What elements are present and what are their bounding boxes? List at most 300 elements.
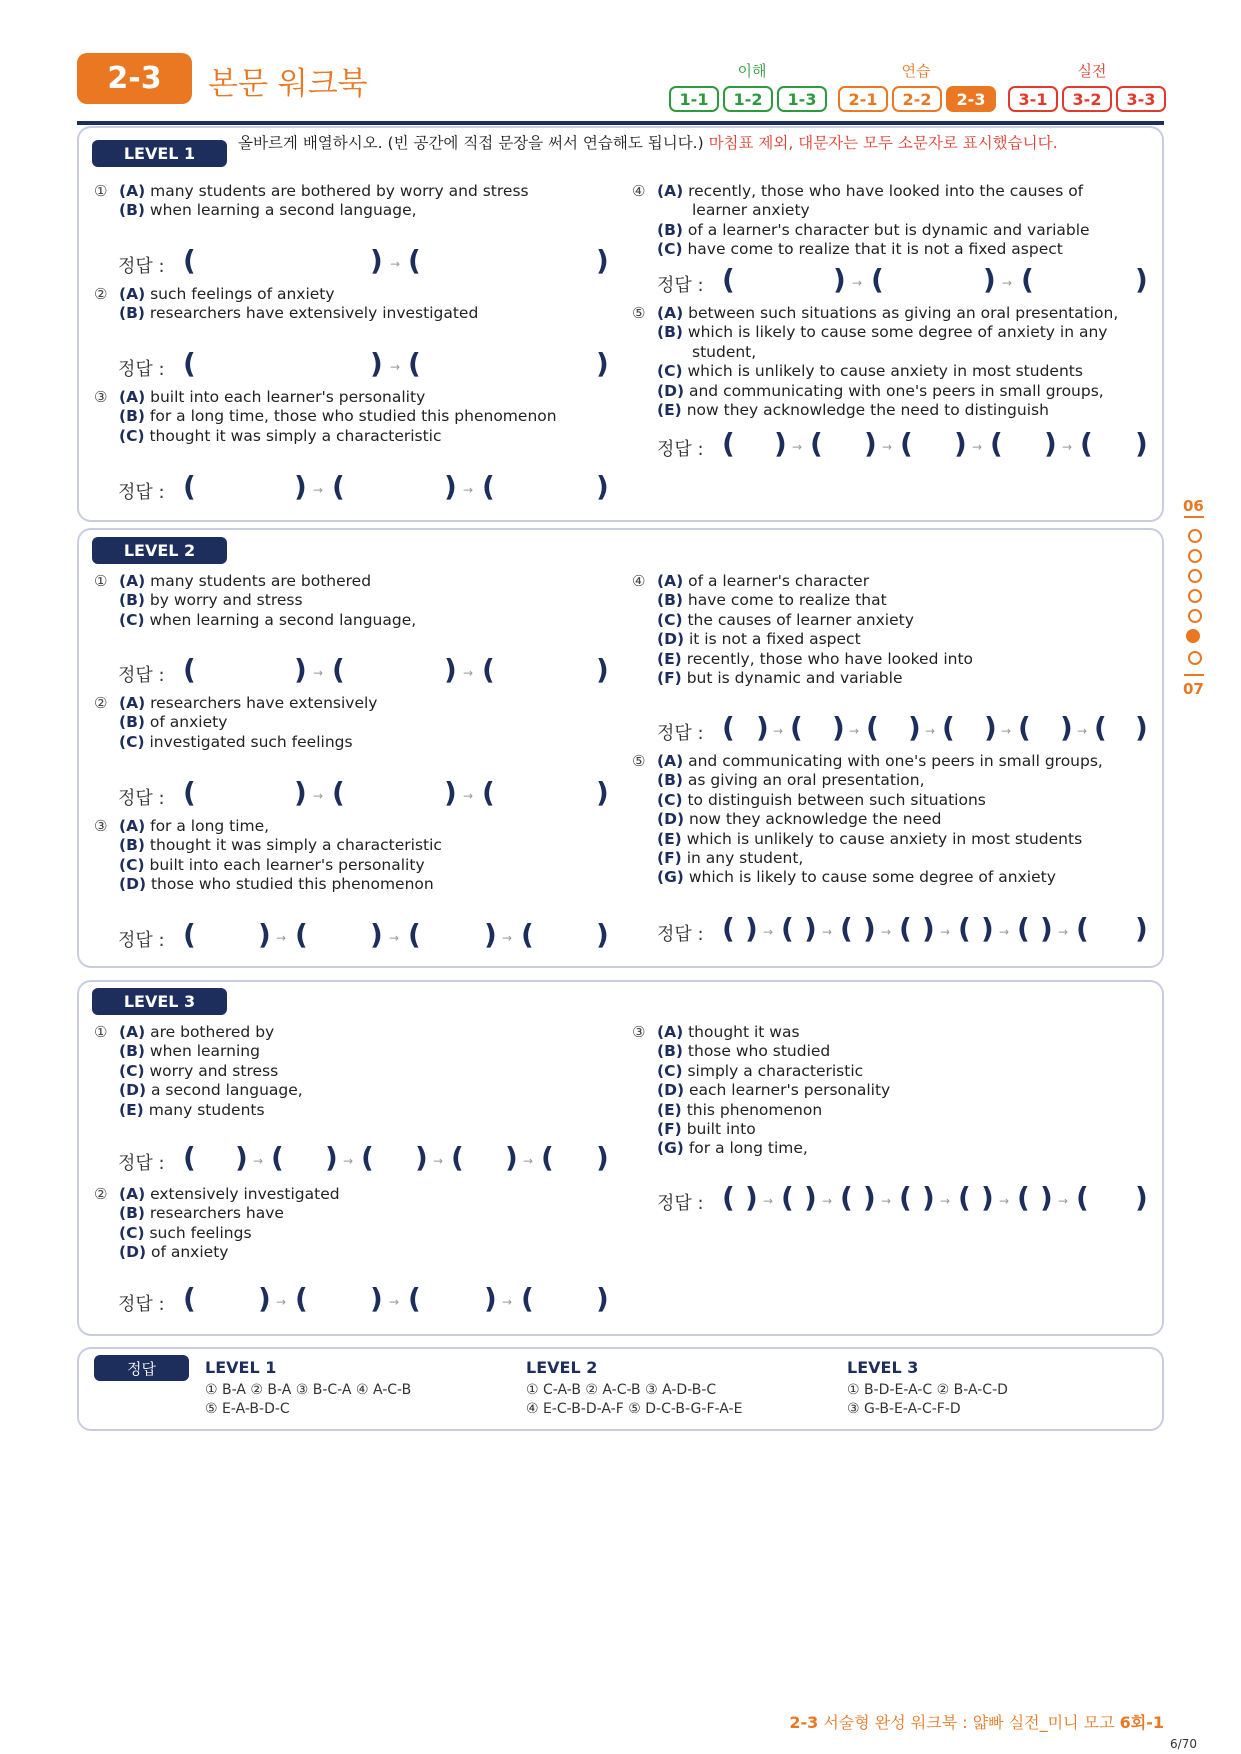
close-paren: ): [833, 263, 846, 296]
option-text: which is unlikely to cause anxiety in most students: [687, 362, 1083, 381]
arrow-icon: →: [881, 925, 892, 939]
option-letter: (C): [119, 426, 145, 445]
level2-label: LEVEL 2: [92, 537, 227, 564]
option-text: it is not a fixed aspect: [688, 630, 861, 649]
tab-3-1[interactable]: 3-1: [1008, 86, 1058, 112]
arrow-icon: →: [792, 440, 803, 454]
open-paren: (: [183, 653, 196, 686]
question-number: ⑤: [632, 304, 646, 322]
open-paren: (: [722, 1181, 735, 1214]
arrow-icon: →: [276, 931, 287, 945]
open-paren: (: [1021, 263, 1034, 296]
option-letter: (C): [119, 855, 145, 874]
answer-key-title: LEVEL 3: [847, 1358, 919, 1377]
answer-key-line: ① B-D-E-A-C ② B-A-C-D: [847, 1382, 1008, 1398]
option-text-cont: student,: [692, 342, 757, 361]
option-text: of anxiety: [150, 1243, 229, 1262]
option-letter: (A): [119, 1023, 146, 1041]
arrow-icon: →: [313, 483, 324, 497]
answer-row[interactable]: [657, 263, 1157, 301]
close-paren: ): [596, 470, 609, 503]
close-paren: ): [444, 776, 457, 809]
tab-1-2[interactable]: 1-2: [723, 86, 773, 112]
option-letter: (B): [119, 407, 145, 426]
close-paren: ): [981, 912, 994, 945]
option-text: have come to realize that: [687, 591, 887, 610]
close-paren: ): [294, 470, 307, 503]
open-paren: (: [332, 653, 345, 686]
arrow-icon: →: [313, 789, 324, 803]
option-letter: (A): [119, 817, 146, 835]
option-letter: (A): [119, 285, 146, 303]
option-letter: (A): [657, 304, 684, 322]
close-paren: ): [294, 653, 307, 686]
close-paren: ): [922, 912, 935, 945]
instruction: [238, 134, 1138, 152]
open-paren: (: [1076, 1181, 1089, 1214]
open-paren: (: [183, 244, 196, 277]
option-text: when learning a second language,: [149, 610, 417, 629]
option-text: thought it was simply a characteristic: [149, 836, 442, 855]
close-paren: ): [863, 912, 876, 945]
arrow-icon: →: [1002, 276, 1013, 290]
option-text: for a long time,: [150, 817, 270, 835]
answer-row[interactable]: [118, 244, 609, 282]
option-letter: (B): [657, 323, 683, 342]
close-paren: ): [954, 427, 967, 460]
side-page-top: 06: [1183, 497, 1204, 515]
open-paren: (: [541, 1141, 554, 1174]
open-paren: (: [521, 1282, 534, 1315]
tab-1-3[interactable]: 1-3: [777, 86, 827, 112]
open-paren: (: [722, 427, 735, 460]
close-paren: ): [596, 244, 609, 277]
tab-2-3[interactable]: 2-3: [946, 86, 996, 112]
category-real: 실전: [1077, 62, 1107, 80]
close-paren: ): [1044, 427, 1057, 460]
open-paren: (: [408, 244, 421, 277]
open-paren: (: [521, 918, 534, 951]
option-letter: (C): [657, 362, 683, 381]
option-letter: (A): [119, 694, 146, 712]
answer-row[interactable]: [118, 347, 609, 385]
answer-row[interactable]: [118, 653, 609, 691]
answer-key-line: ① B-A ② B-A ③ B-C-A ④ A-C-B: [205, 1382, 412, 1398]
close-paren: ): [258, 918, 271, 951]
open-paren: (: [1017, 1181, 1030, 1214]
option-letter: (F): [657, 1120, 682, 1139]
arrow-icon: →: [433, 1154, 444, 1168]
open-paren: (: [183, 1141, 196, 1174]
close-paren: ): [596, 776, 609, 809]
open-paren: (: [482, 776, 495, 809]
instruction-text: 올바르게 배열하시오. (빈 공간에 직접 문장을 써서 연습해도 됩니다.): [238, 134, 709, 152]
close-paren: ): [1135, 263, 1148, 296]
option-letter: (A): [119, 1185, 146, 1203]
option-text: researchers have extensively investigated: [149, 304, 479, 323]
instruction-note: 마침표 제외, 대문자는 모두 소문자로 표시했습니다.: [708, 134, 1058, 152]
option-text: thought it was: [688, 1023, 800, 1041]
answer-label: 정답 :: [118, 665, 165, 686]
answer-label: 정답 :: [657, 723, 704, 744]
open-paren: (: [899, 1181, 912, 1214]
arrow-icon: →: [849, 724, 860, 738]
option-text: this phenomenon: [686, 1100, 823, 1119]
side-dot[interactable]: [1188, 549, 1202, 563]
open-paren: (: [958, 1181, 971, 1214]
option-letter: (D): [119, 1081, 147, 1100]
answer-label: 정답 :: [118, 359, 165, 380]
close-paren: ): [370, 244, 383, 277]
arrow-icon: →: [822, 1194, 833, 1208]
answer-key-level2: [526, 1358, 742, 1419]
footer-bold: 6회-1: [1119, 1713, 1164, 1732]
answer-key-line: ① C-A-B ② A-C-B ③ A-D-B-C: [526, 1382, 717, 1398]
close-paren: ): [804, 912, 817, 945]
option-letter: (E): [657, 649, 682, 668]
arrow-icon: →: [463, 789, 474, 803]
option-text: of a learner's character: [688, 572, 870, 590]
arrow-icon: →: [999, 925, 1010, 939]
option-letter: (B): [119, 591, 145, 610]
question-number: ③: [94, 388, 108, 406]
page-number: 6/70: [1170, 1737, 1197, 1751]
open-paren: (: [1094, 711, 1107, 744]
close-paren: ): [444, 470, 457, 503]
open-paren: (: [295, 918, 308, 951]
answer-label: 정답 :: [118, 930, 165, 951]
arrow-icon: →: [463, 666, 474, 680]
answer-label: 정답 :: [118, 482, 165, 503]
close-paren: ): [596, 918, 609, 951]
open-paren: (: [810, 427, 823, 460]
answer-row[interactable]: [118, 1141, 609, 1179]
question-number: ②: [94, 1185, 108, 1203]
close-paren: ): [1135, 711, 1148, 744]
open-paren: (: [1076, 912, 1089, 945]
open-paren: (: [1017, 912, 1030, 945]
option-text: for a long time,: [688, 1139, 808, 1158]
open-paren: (: [482, 470, 495, 503]
close-paren: ): [596, 347, 609, 380]
option-letter: (B): [119, 836, 145, 855]
tab-2-1[interactable]: 2-1: [838, 86, 888, 112]
option-text: thought it was simply a characteristic: [149, 426, 442, 445]
option-letter: (B): [119, 713, 145, 732]
arrow-icon: →: [852, 276, 863, 290]
answer-key-title: LEVEL 1: [205, 1358, 277, 1377]
option-text: worry and stress: [149, 1061, 279, 1080]
open-paren: (: [900, 427, 913, 460]
close-paren: ): [444, 653, 457, 686]
option-text: such feelings of anxiety: [150, 285, 335, 303]
arrow-icon: →: [925, 724, 936, 738]
question-number: ③: [632, 1023, 646, 1041]
page-title: 본문 워크북: [208, 66, 368, 102]
option-letter: (B): [657, 1042, 683, 1061]
close-paren: ): [745, 1181, 758, 1214]
option-letter: (C): [119, 1061, 145, 1080]
close-paren: ): [235, 1141, 248, 1174]
option-letter: (D): [657, 381, 685, 400]
option-letter: (D): [657, 630, 685, 649]
option-letter: (B): [119, 201, 145, 220]
category-practice: 연습: [901, 62, 931, 80]
option-letter: (B): [119, 1204, 145, 1223]
arrow-icon: →: [313, 666, 324, 680]
open-paren: (: [866, 711, 879, 744]
header-divider: [77, 121, 1164, 125]
option-text: such feelings: [149, 1223, 252, 1242]
answer-label: 정답 :: [657, 924, 704, 945]
answer-key-title: LEVEL 2: [526, 1358, 598, 1377]
answer-key-level3: [847, 1358, 1008, 1419]
arrow-icon: →: [940, 1194, 951, 1208]
option-text: to distinguish between such situations: [687, 790, 986, 809]
option-text: now they acknowledge the need to distinguish: [686, 401, 1049, 420]
open-paren: (: [451, 1141, 464, 1174]
option-letter: (D): [657, 810, 685, 829]
option-letter: (B): [657, 771, 683, 790]
close-paren: ): [984, 711, 997, 744]
side-dot[interactable]: [1188, 569, 1202, 583]
answer-label: 정답 :: [657, 439, 704, 460]
arrow-icon: →: [1058, 925, 1069, 939]
side-dot[interactable]: [1188, 609, 1202, 623]
answer-row[interactable]: [657, 711, 1157, 749]
open-paren: (: [183, 347, 196, 380]
close-paren: ): [325, 1141, 338, 1174]
option-text: of a learner's character but is dynamic and variable: [687, 220, 1090, 239]
option-text: those who studied: [687, 1042, 831, 1061]
option-text: recently, those who have looked into the causes of: [688, 182, 1084, 200]
open-paren: (: [899, 912, 912, 945]
close-paren: ): [505, 1141, 518, 1174]
close-paren: ): [484, 1282, 497, 1315]
tab-2-2[interactable]: 2-2: [892, 86, 942, 112]
option-letter: (D): [657, 1081, 685, 1100]
open-paren: (: [361, 1141, 374, 1174]
open-paren: (: [722, 912, 735, 945]
answer-row[interactable]: [657, 427, 1157, 465]
arrow-icon: →: [1062, 440, 1073, 454]
open-paren: (: [408, 347, 421, 380]
close-paren: ): [484, 918, 497, 951]
open-paren: (: [332, 776, 345, 809]
option-letter: (A): [657, 752, 684, 770]
arrow-icon: →: [773, 724, 784, 738]
option-letter: (A): [119, 182, 146, 200]
option-text: researchers have extensively: [150, 694, 378, 712]
option-text: many students are bothered by worry and stress: [150, 182, 529, 200]
option-letter: (A): [657, 1023, 684, 1041]
question-number: ④: [632, 182, 646, 200]
option-letter: (B): [119, 1042, 145, 1061]
arrow-icon: →: [390, 257, 401, 271]
answer-key-line: ③ G-B-E-A-C-F-D: [847, 1401, 961, 1417]
side-dot[interactable]: [1188, 589, 1202, 603]
close-paren: ): [832, 711, 845, 744]
side-dot-active[interactable]: [1186, 629, 1200, 643]
answer-row[interactable]: [657, 912, 1157, 950]
tab-3-2[interactable]: 3-2: [1062, 86, 1112, 112]
side-dot[interactable]: [1188, 529, 1202, 543]
option-text: a second language,: [150, 1081, 303, 1100]
option-letter: (A): [657, 182, 684, 200]
arrow-icon: →: [343, 1154, 354, 1168]
open-paren: (: [271, 1141, 284, 1174]
arrow-icon: →: [390, 360, 401, 374]
option-text: built into: [686, 1120, 756, 1139]
option-text: when learning a second language,: [149, 201, 417, 220]
close-paren: ): [1040, 1181, 1053, 1214]
question-number: ②: [94, 285, 108, 303]
open-paren: (: [183, 470, 196, 503]
side-page-bottom: 07: [1183, 680, 1204, 698]
open-paren: (: [408, 918, 421, 951]
option-letter: (C): [119, 610, 145, 629]
footer-code: 2-3: [789, 1713, 819, 1732]
arrow-icon: →: [1001, 724, 1012, 738]
arrow-icon: →: [822, 925, 833, 939]
answer-key-level1: [205, 1358, 411, 1419]
answer-row[interactable]: [118, 776, 609, 814]
close-paren: ): [804, 1181, 817, 1214]
answer-label: 정답 :: [657, 1193, 704, 1214]
answer-label: 정답 :: [118, 1153, 165, 1174]
close-paren: ): [1040, 912, 1053, 945]
option-letter: (F): [657, 849, 682, 868]
option-text: built into each learner's personality: [150, 388, 426, 406]
option-text: and communicating with one's peers in small groups,: [688, 381, 1104, 400]
option-text: many students: [148, 1100, 265, 1119]
open-paren: (: [183, 776, 196, 809]
close-paren: ): [370, 918, 383, 951]
option-letter: (A): [119, 388, 146, 406]
option-letter: (G): [657, 868, 684, 887]
option-text: by worry and stress: [149, 591, 303, 610]
side-divider: [1184, 674, 1204, 676]
close-paren: ): [908, 711, 921, 744]
side-dot[interactable]: [1188, 651, 1202, 665]
open-paren: (: [183, 918, 196, 951]
question-number: ⑤: [632, 752, 646, 770]
arrow-icon: →: [763, 925, 774, 939]
question-number: ②: [94, 694, 108, 712]
option-letter: (D): [119, 1243, 147, 1262]
open-paren: (: [722, 711, 735, 744]
option-letter: (C): [119, 1223, 145, 1242]
option-letter: (G): [657, 1139, 684, 1158]
close-paren: ): [370, 347, 383, 380]
option-text: between such situations as giving an oral presentation,: [688, 304, 1119, 322]
arrow-icon: →: [882, 440, 893, 454]
option-text: simply a characteristic: [687, 1061, 864, 1080]
question-number: ③: [94, 817, 108, 835]
answer-row[interactable]: [118, 1282, 609, 1320]
level3-label: LEVEL 3: [92, 988, 227, 1015]
arrow-icon: →: [253, 1154, 264, 1168]
close-paren: ): [596, 1141, 609, 1174]
open-paren: (: [781, 1181, 794, 1214]
question-number: ④: [632, 572, 646, 590]
open-paren: (: [482, 653, 495, 686]
close-paren: ): [596, 653, 609, 686]
close-paren: ): [1135, 912, 1148, 945]
category-understand: 이해: [737, 62, 767, 80]
close-paren: ): [983, 263, 996, 296]
close-paren: ): [370, 1282, 383, 1315]
arrow-icon: →: [502, 1295, 513, 1309]
tab-3-3[interactable]: 3-3: [1116, 86, 1166, 112]
arrow-icon: →: [502, 931, 513, 945]
option-text: investigated such feelings: [149, 732, 353, 751]
option-text: which is likely to cause some degree of anxiety: [688, 868, 1056, 887]
option-letter: (E): [657, 401, 682, 420]
close-paren: ): [294, 776, 307, 809]
arrow-icon: →: [763, 1194, 774, 1208]
open-paren: (: [1018, 711, 1031, 744]
answer-key-line: ⑤ E-A-B-D-C: [205, 1401, 290, 1417]
option-letter: (B): [657, 591, 683, 610]
option-text: but is dynamic and variable: [686, 669, 903, 688]
open-paren: (: [840, 912, 853, 945]
level1-label: LEVEL 1: [92, 140, 227, 167]
option-letter: (B): [657, 220, 683, 239]
answer-label: 정답 :: [118, 788, 165, 809]
close-paren: ): [774, 427, 787, 460]
answer-row[interactable]: [657, 1181, 1157, 1219]
close-paren: ): [258, 1282, 271, 1315]
option-text: in any student,: [686, 849, 804, 868]
close-paren: ): [981, 1181, 994, 1214]
open-paren: (: [332, 470, 345, 503]
section-badge: 2-3: [77, 53, 192, 104]
option-text: many students are bothered: [150, 572, 372, 590]
option-text: now they acknowledge the need: [688, 810, 942, 829]
arrow-icon: →: [389, 931, 400, 945]
close-paren: ): [1135, 1181, 1148, 1214]
option-text-cont: learner anxiety: [692, 201, 810, 220]
option-letter: (F): [657, 669, 682, 688]
answer-label: 정답 :: [657, 275, 704, 296]
tab-1-1[interactable]: 1-1: [669, 86, 719, 112]
answer-key-tag: 정답: [94, 1355, 189, 1381]
option-text: the causes of learner anxiety: [687, 610, 914, 629]
option-text: recently, those who have looked into: [686, 649, 974, 668]
arrow-icon: →: [276, 1295, 287, 1309]
arrow-icon: →: [463, 483, 474, 497]
answer-row[interactable]: [118, 470, 609, 508]
open-paren: (: [958, 912, 971, 945]
option-letter: (C): [657, 1061, 683, 1080]
option-text: extensively investigated: [150, 1185, 340, 1203]
close-paren: ): [863, 1181, 876, 1214]
answer-row[interactable]: [118, 918, 609, 956]
answer-label: 정답 :: [118, 256, 165, 277]
answer-label: 정답 :: [118, 1294, 165, 1315]
option-letter: (E): [657, 829, 682, 848]
option-text: when learning: [149, 1042, 260, 1061]
option-text: and communicating with one's peers in small groups,: [688, 752, 1103, 770]
footer-caption: [789, 1710, 1164, 1733]
open-paren: (: [183, 1282, 196, 1315]
side-divider: [1184, 516, 1204, 518]
question-number: ①: [94, 182, 108, 200]
option-letter: (C): [657, 790, 683, 809]
open-paren: (: [1080, 427, 1093, 460]
arrow-icon: →: [999, 1194, 1010, 1208]
